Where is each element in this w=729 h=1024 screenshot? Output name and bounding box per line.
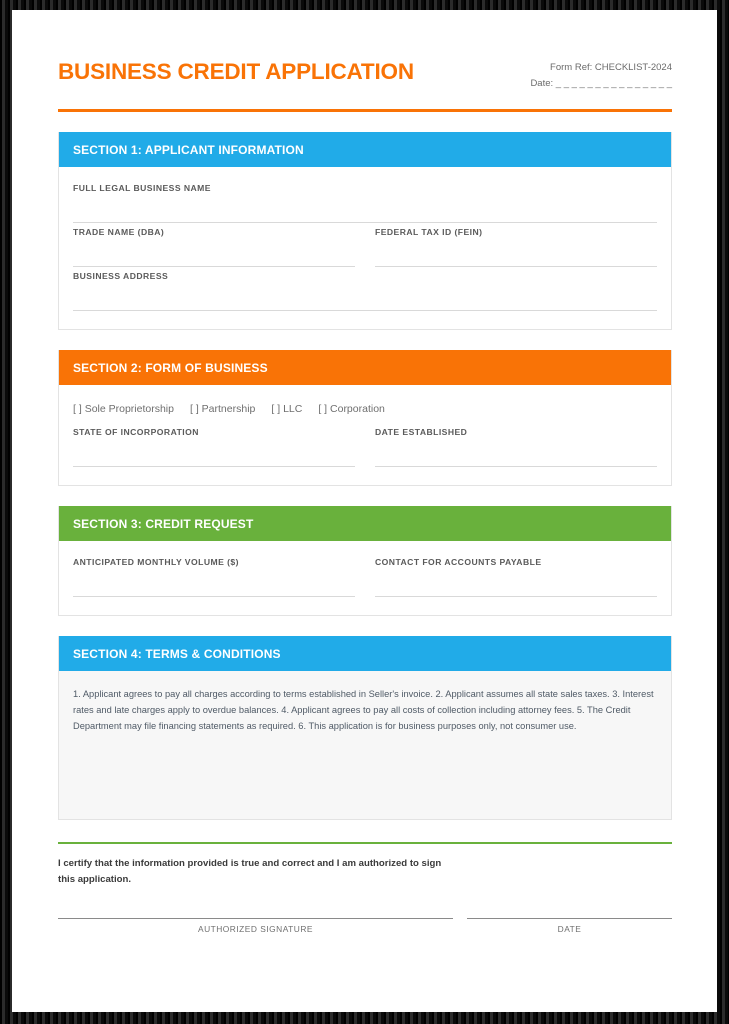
section-2-body xyxy=(59,385,671,485)
checkbox-label: Sole Proprietorship xyxy=(84,403,174,416)
checkbox-partnership[interactable] xyxy=(190,403,255,415)
form-reference: Form Ref: CHECKLIST-2024 xyxy=(550,62,672,73)
field-label: FULL LEGAL BUSINESS NAME xyxy=(73,183,211,194)
signature-date-block xyxy=(467,918,672,934)
signature-row xyxy=(58,918,672,934)
section-3-body xyxy=(59,541,671,615)
contact-accounts-payable-input[interactable] xyxy=(375,567,657,597)
section-credit-request xyxy=(58,506,672,616)
section-4-body xyxy=(59,671,671,819)
field-row-credit-request xyxy=(73,557,657,601)
certification-divider xyxy=(58,842,672,844)
checkbox-label: Partnership xyxy=(201,403,256,416)
section-4-heading: SECTION 4: TERMS & CONDITIONS xyxy=(59,636,671,671)
field-label: FEDERAL TAX ID (FEIN) xyxy=(375,227,483,238)
section-3-heading: SECTION 3: CREDIT REQUEST xyxy=(59,506,671,541)
section-terms-and-conditions xyxy=(58,636,672,820)
section-form-of-business xyxy=(58,350,672,486)
header-divider xyxy=(58,109,672,112)
field-label: CONTACT FOR ACCOUNTS PAYABLE xyxy=(375,557,542,568)
field-state-of-incorporation xyxy=(73,427,355,467)
checkbox-llc[interactable] xyxy=(271,403,302,415)
document-header xyxy=(58,50,672,91)
section-applicant-information xyxy=(58,132,672,330)
certification-statement: I certify that the information provided is true and correct and I am authorized to sign this application. xyxy=(58,858,442,886)
field-federal-tax-id xyxy=(375,227,657,267)
field-label: STATE OF INCORPORATION xyxy=(73,427,199,438)
document-page xyxy=(12,10,717,1012)
signature-caption: AUTHORIZED SIGNATURE xyxy=(197,924,313,934)
field-label: ANTICIPATED MONTHLY VOLUME ($) xyxy=(73,557,239,568)
date-established-input[interactable] xyxy=(375,437,657,467)
field-anticipated-monthly-volume xyxy=(73,557,355,597)
field-full-legal-business-name xyxy=(73,183,657,223)
section-1-body xyxy=(59,167,671,329)
field-date-established xyxy=(375,427,657,467)
checkbox-sole-proprietorship[interactable] xyxy=(73,403,174,415)
full-legal-business-name-input[interactable] xyxy=(73,193,657,223)
terms-and-conditions-text: 1. Applicant agrees to pay all charges according to terms established in Seller's invoice. 2. Applicant assumes all state sales taxes. 3. Interest rates and late charges apply to overdue balances. 4. Applicant agrees to pay all costs of collection including attorney fees. 5. The Credit Department may file financing statements as required. 6. This application is for business purposes only, not consumer use. xyxy=(73,689,654,732)
date-field[interactable]: Date: _ _ _ _ _ _ _ _ _ _ _ _ _ _ _ xyxy=(530,77,672,89)
signature-block xyxy=(58,918,453,934)
field-label: BUSINESS ADDRESS xyxy=(73,271,169,282)
anticipated-monthly-volume-input[interactable] xyxy=(73,567,355,597)
business-address-input[interactable] xyxy=(73,281,657,311)
checkbox-icon: [ ] xyxy=(271,403,281,416)
page-title: BUSINESS CREDIT APPLICATION xyxy=(58,59,414,84)
field-label: DATE ESTABLISHED xyxy=(375,427,468,438)
trade-name-dba-input[interactable] xyxy=(73,237,355,267)
field-business-address xyxy=(73,271,657,311)
checkbox-icon: [ ] xyxy=(318,403,328,416)
field-row-trade-name-fein xyxy=(73,227,657,271)
form-meta xyxy=(530,50,672,91)
federal-tax-id-input[interactable] xyxy=(375,237,657,267)
field-contact-accounts-payable xyxy=(375,557,657,597)
field-label: TRADE NAME (DBA) xyxy=(73,227,165,238)
checkbox-label: LLC xyxy=(283,403,303,416)
section-2-heading: SECTION 2: FORM OF BUSINESS xyxy=(59,350,671,385)
checkbox-corporation[interactable] xyxy=(318,403,385,415)
business-type-checkbox-group xyxy=(73,401,657,415)
checkbox-icon: [ ] xyxy=(189,403,199,416)
section-1-heading: SECTION 1: APPLICANT INFORMATION xyxy=(59,132,671,167)
state-of-incorporation-input[interactable] xyxy=(73,437,355,467)
checkbox-label: Corporation xyxy=(330,403,385,416)
checkbox-icon: [ ] xyxy=(73,403,82,416)
field-row-incorporation xyxy=(73,427,657,471)
field-trade-name-dba xyxy=(73,227,355,267)
signature-date-caption: DATE xyxy=(557,924,582,934)
